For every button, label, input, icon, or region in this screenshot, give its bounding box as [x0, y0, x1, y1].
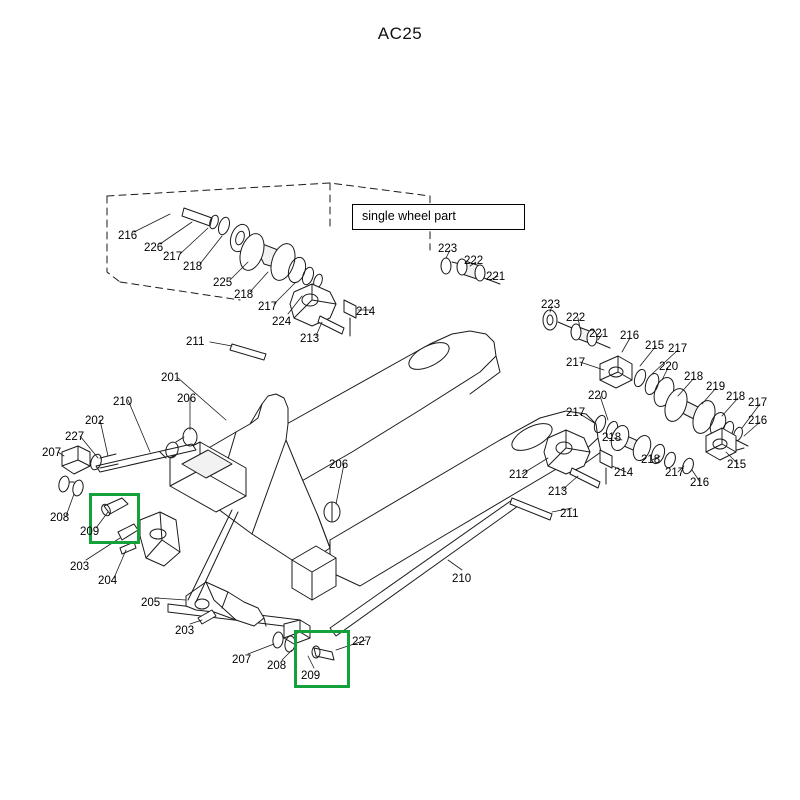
callout-218-21: 218: [684, 371, 704, 383]
callout-216-16: 216: [620, 330, 640, 342]
callout-207-50: 207: [232, 654, 252, 666]
callout-216-0: 216: [118, 230, 138, 242]
callout-217-2: 217: [163, 251, 183, 263]
callout-210-38: 210: [113, 396, 133, 408]
callout-221-12: 221: [486, 271, 506, 283]
callout-214-33: 214: [614, 467, 634, 479]
callout-201-37: 201: [161, 372, 181, 384]
callout-208-44: 208: [50, 512, 70, 524]
callout-216-25: 216: [748, 415, 768, 427]
callout-223-10: 223: [438, 243, 458, 255]
page-title: AC25: [377, 24, 423, 43]
callout-222-11: 222: [464, 255, 484, 267]
callout-205-48: 205: [141, 597, 161, 609]
group-label-single-wheel-part: [352, 204, 525, 230]
callout-225-4: 225: [213, 277, 233, 289]
callout-206-39: 206: [177, 393, 197, 405]
callout-214-9: 214: [356, 306, 376, 318]
callout-203-49: 203: [175, 625, 195, 637]
callout-217-30: 217: [665, 467, 685, 479]
callout-203-46: 203: [70, 561, 90, 573]
callout-218-29: 218: [641, 454, 661, 466]
callout-204-47: 204: [98, 575, 118, 587]
callout-211-36: 211: [186, 336, 205, 348]
callout-219-22: 219: [706, 381, 726, 393]
callout-217-6: 217: [258, 301, 278, 313]
callout-218-3: 218: [183, 261, 203, 273]
callout-215-17: 215: [645, 340, 665, 352]
callout-218-5: 218: [234, 289, 254, 301]
callout-212-35: 212: [509, 469, 529, 481]
callout-215-32: 215: [727, 459, 747, 471]
callout-217-19: 217: [566, 357, 586, 369]
callout-218-23: 218: [726, 391, 746, 403]
callout-221-15: 221: [589, 328, 609, 340]
callout-220-26: 220: [588, 390, 608, 402]
callout-202-40: 202: [85, 415, 105, 427]
callout-217-18: 217: [668, 343, 688, 355]
callout-226-1: 226: [144, 242, 164, 254]
group-label-text: single wheel part: [362, 209, 456, 224]
callout-222-14: 222: [566, 312, 586, 324]
callout-218-28: 218: [602, 432, 622, 444]
callout-211-54: 211: [560, 508, 579, 520]
callout-209-52: 209: [301, 670, 321, 682]
callout-217-24: 217: [748, 397, 768, 409]
callout-227-41: 227: [65, 431, 85, 443]
callout-227-53: 227: [352, 636, 372, 648]
callout-213-34: 213: [548, 486, 568, 498]
callout-210-55: 210: [452, 573, 472, 585]
callout-224-7: 224: [272, 316, 292, 328]
callout-216-31: 216: [690, 477, 710, 489]
callout-207-42: 207: [42, 447, 62, 459]
callout-206-43: 206: [329, 459, 349, 471]
callout-223-13: 223: [541, 299, 561, 311]
callout-209-45: 209: [80, 526, 100, 538]
callout-213-8: 213: [300, 333, 320, 345]
callout-208-51: 208: [267, 660, 287, 672]
callout-217-27: 217: [566, 407, 586, 419]
callout-220-20: 220: [659, 361, 679, 373]
